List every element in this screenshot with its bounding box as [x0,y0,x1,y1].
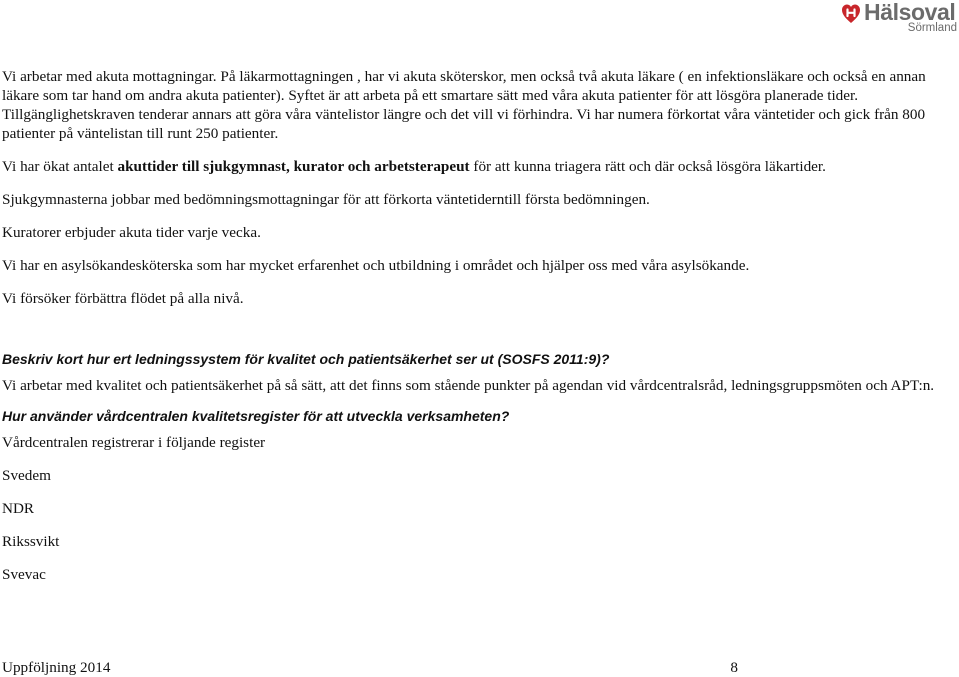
paragraph-sjukgymnaster: Sjukgymnasterna jobbar med bedömningsmottagningar för att förkorta väntetiderntill första bedömningen. [2,191,650,208]
paragraph-akuttider [2,157,954,176]
register-item: NDR [2,500,35,517]
p2-pre: Vi har ökat antalet [2,158,118,175]
halsoval-logo [841,1,959,37]
register-item: Rikssvikt [2,533,60,550]
register-item: Svedem [2,467,51,484]
page-number: 8 [730,659,738,676]
logo-brand-text: Hälsoval [864,0,956,25]
footer-title: Uppföljning 2014 [2,659,111,676]
heading-kvalitetsregister: Hur använder vårdcentralen kvalitetsregister för att utveckla verksamheten? [2,408,510,424]
paragraph-kuratorer: Kuratorer erbjuder akuta tider varje vecka. [2,224,261,241]
p2-post: för att kunna triagera rätt och där också lösgöra läkartider. [469,158,826,175]
heart-icon [841,3,861,25]
paragraph-register-intro: Vårdcentralen registrerar i följande register [2,434,266,451]
paragraph-asylsokande: Vi har en asylsökandesköterska som har mycket erfarenhet och utbildning i området och hjälper oss med våra asylsökande. [2,257,750,274]
paragraph-akuta-mottagningar: Vi arbetar med akuta mottagningar. På läkarmottagningen , har vi akuta sköterskor, men också två akuta läkare ( en infektionsläkare och också en annan läkare som tar hand om andra akuta patienter). Syftet är att arbeta på ett smartare sätt med våra akuta patienter för att lösgöra planerade tider. Tillgänglighetskraven tenderar annars att göra våra väntelistor längre och det vill vi förhindra. Vi har numera förkortat våra väntetider och gick från 800 patienter på väntelistan till runt 250 patienter. [2,68,926,142]
p2-bold: akuttider till sjukgymnast, kurator och arbetsterapeut [117,158,470,175]
paragraph-flodet: Vi försöker förbättra flödet på alla nivå. [2,290,244,307]
spacer [2,322,954,350]
heading-ledningssystem: Beskriv kort hur ert ledningssystem för kvalitet och patientsäkerhet ser ut (SOSFS 2011:9)? [2,351,610,367]
document-body [2,67,954,598]
register-item: Svevac [2,566,46,583]
page-footer [2,658,738,677]
logo-region-text: Sörmland [907,22,957,34]
paragraph-kvalitet: Vi arbetar med kvalitet och patientsäkerhet på så sätt, att det finns som stående punkter på agendan vid vårdcentralsråd, ledningsgruppsmöten och APT:n. [2,377,935,394]
